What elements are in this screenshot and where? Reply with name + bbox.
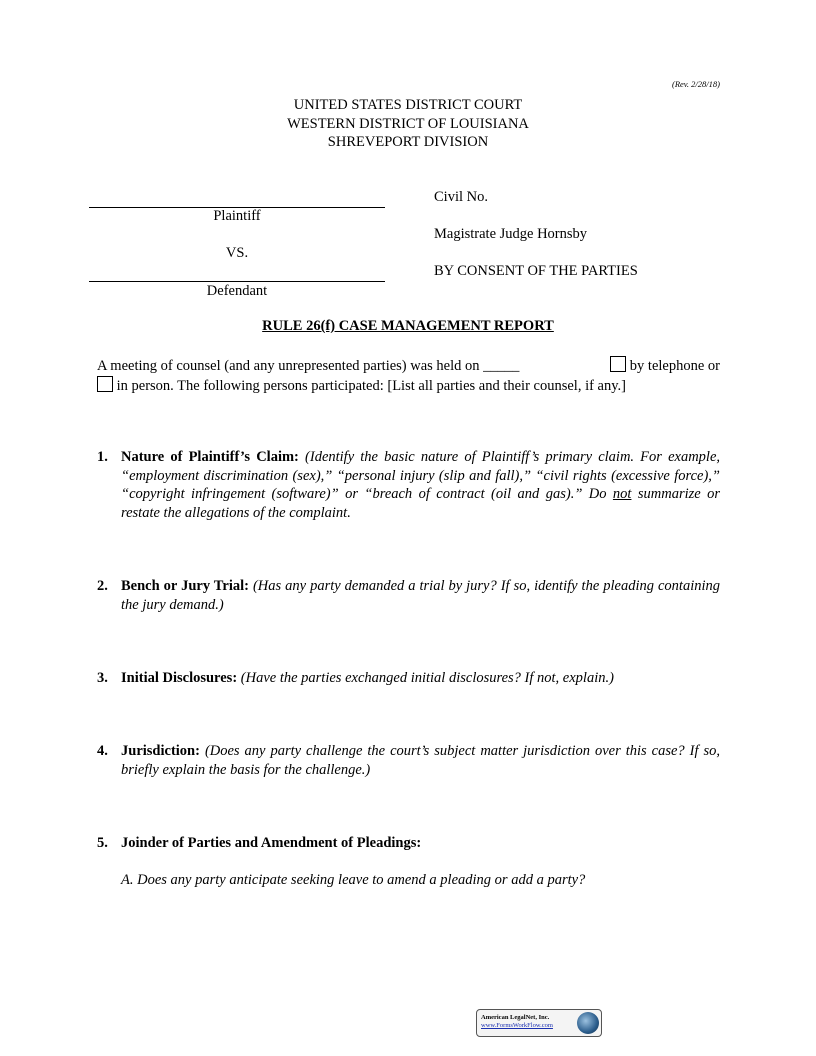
- revision-date: (Rev. 2/28/18): [672, 79, 720, 89]
- court-division: SHREVEPORT DIVISION: [327, 134, 489, 150]
- item-nature-of-claim: [97, 448, 720, 522]
- logo-company: American LegalNet, Inc.: [481, 1014, 550, 1021]
- item-subquestion-a: A. Does any party anticipate seeking leave to amend a pleading or add a party?: [121, 871, 586, 888]
- item-heading: Bench or Jury Trial:: [121, 578, 249, 594]
- defendant-signature-line[interactable]: [89, 281, 385, 282]
- item-heading: Jurisdiction:: [121, 743, 200, 759]
- item-text: (Has any party demanded a trial by jury? If so, identify the pleading containing the jury demand.): [121, 578, 721, 613]
- telephone-checkbox[interactable]: [610, 356, 626, 372]
- report-title: RULE 26(f) CASE MANAGEMENT REPORT: [262, 318, 554, 334]
- item-joinder: [97, 834, 720, 889]
- magistrate-judge: Magistrate Judge Hornsby: [434, 226, 588, 242]
- versus-label: VS.: [225, 245, 249, 261]
- in-person-checkbox[interactable]: [97, 376, 113, 392]
- item-text: (Have the parties exchanged initial disclosures? If not, explain.): [240, 670, 614, 686]
- item-initial-disclosures: [97, 669, 720, 688]
- item-number: 3.: [97, 670, 108, 686]
- in-person-label: in person. The following persons participated: [List all parties and their counsel, if any.]: [116, 377, 627, 394]
- item-emphasis: not: [612, 486, 632, 502]
- court-name: UNITED STATES DISTRICT COURT: [293, 97, 523, 113]
- item-number: 1.: [97, 449, 108, 465]
- court-district: WESTERN DISTRICT OF LOUISIANA: [287, 116, 529, 132]
- telephone-label: by telephone or: [629, 358, 720, 374]
- item-jurisdiction: [97, 742, 720, 779]
- item-heading: Joinder of Parties and Amendment of Pleadings:: [121, 835, 422, 851]
- item-number: 4.: [97, 743, 108, 759]
- globe-icon: [577, 1012, 599, 1034]
- item-text: (Does any party challenge the court’s subject matter jurisdiction over this case? If so, briefly explain the basis for the challenge.): [121, 743, 721, 778]
- item-text: (Identify the basic nature of Plaintiff’s primary claim. For example, “employment discrimination (sex),” “personal injury (slip and fall),” “civil rights (excessive force),” “copyright infringement (software)” or “breach of contract (oil and gas).” Do: [121, 449, 721, 502]
- defendant-label: Defendant: [206, 283, 268, 299]
- item-number: 2.: [97, 578, 108, 594]
- item-heading: Nature of Plaintiff’s Claim:: [121, 449, 299, 465]
- plaintiff-label: Plaintiff: [213, 208, 261, 224]
- logo-url[interactable]: www.FormsWorkFlow.com: [481, 1022, 553, 1029]
- meeting-paragraph: [97, 356, 720, 395]
- item-bench-or-jury: [97, 577, 720, 614]
- item-number: 5.: [97, 835, 108, 851]
- item-text-end: summarize or restate the allegations of the complaint.: [121, 486, 720, 521]
- consent-label: BY CONSENT OF THE PARTIES: [434, 263, 638, 279]
- legalnet-logo[interactable]: [476, 1009, 602, 1037]
- civil-number-label: Civil No.: [434, 189, 488, 205]
- item-heading: Initial Disclosures:: [121, 670, 238, 686]
- meeting-date-text: A meeting of counsel (and any unrepresented parties) was held on _____: [97, 357, 520, 374]
